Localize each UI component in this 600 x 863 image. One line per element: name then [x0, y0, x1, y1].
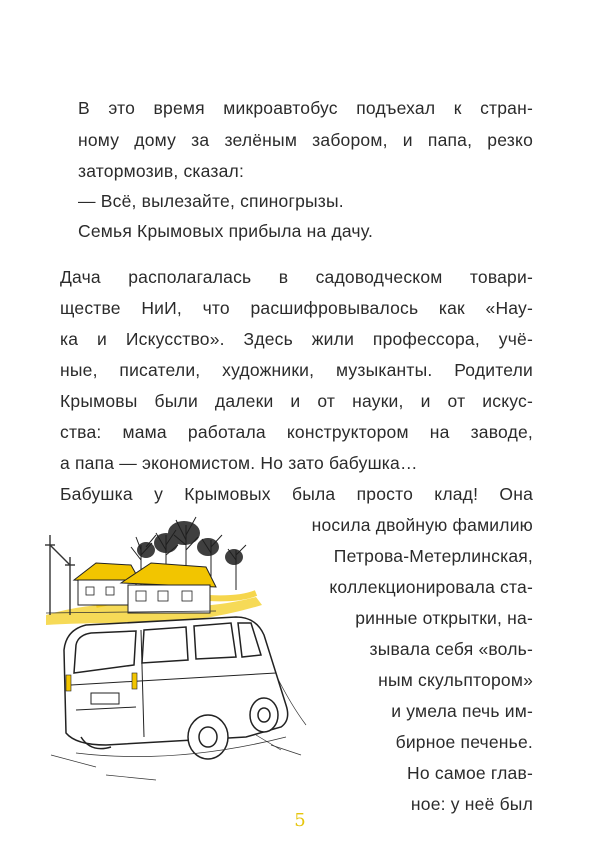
paragraph-2-line-8: Бабушка у Крымовых была просто клад! Она: [60, 484, 533, 504]
paragraph-1-line-1: В это время микроавтобус подъехал к стран-: [78, 98, 533, 118]
paragraph-2-line-5: Крымовы были далеки и от науки, и от искус-: [60, 391, 533, 411]
wrap-line-10: ное: у неё был: [410, 794, 533, 814]
wrap-line-8: бирное печенье.: [395, 732, 533, 752]
wrap-line-9: Но самое глав-: [407, 763, 533, 783]
wrap-line-5: зывала себя «воль-: [369, 639, 533, 659]
paragraph-1-line-3: затормозив, сказал:: [78, 161, 244, 181]
paragraph-1-line-2: ному дому за зелёным забором, и папа, резко: [78, 130, 533, 150]
wrap-line-6: ным скульптором»: [378, 670, 533, 690]
dialogue-line: — Всё, вылезайте, спиногрызы.: [78, 191, 344, 211]
paragraph-2-line-6: ства: мама работала конструктором на заводе,: [60, 422, 533, 442]
van-and-dacha-illustration: [36, 505, 336, 795]
wrap-line-1: носила двойную фамилию: [311, 515, 533, 535]
wrap-line-7: и умела печь им-: [391, 701, 533, 721]
paragraph-2-line-3: ка и Искусство». Здесь жили профессора, учё-: [60, 329, 533, 349]
arrival-line: Семья Крымовых прибыла на дачу.: [78, 221, 374, 241]
paragraph-2-line-1: Дача располагалась в садоводческом товари-: [60, 267, 533, 287]
paragraph-2-line-4: ные, писатели, художники, музыканты. Родители: [60, 360, 533, 380]
page-number: 5: [294, 810, 306, 831]
paragraph-2-line-2: ществе НиИ, что расшифровывалось как «Нау-: [60, 298, 533, 318]
wrap-line-2: Петрова-Метерлинская,: [333, 546, 533, 566]
wrap-line-3: коллекционировала ста-: [329, 577, 533, 597]
paragraph-2-line-7: а папа — экономистом. Но зато бабушка…: [60, 453, 418, 473]
wrap-line-4: ринные открытки, на-: [355, 608, 533, 628]
